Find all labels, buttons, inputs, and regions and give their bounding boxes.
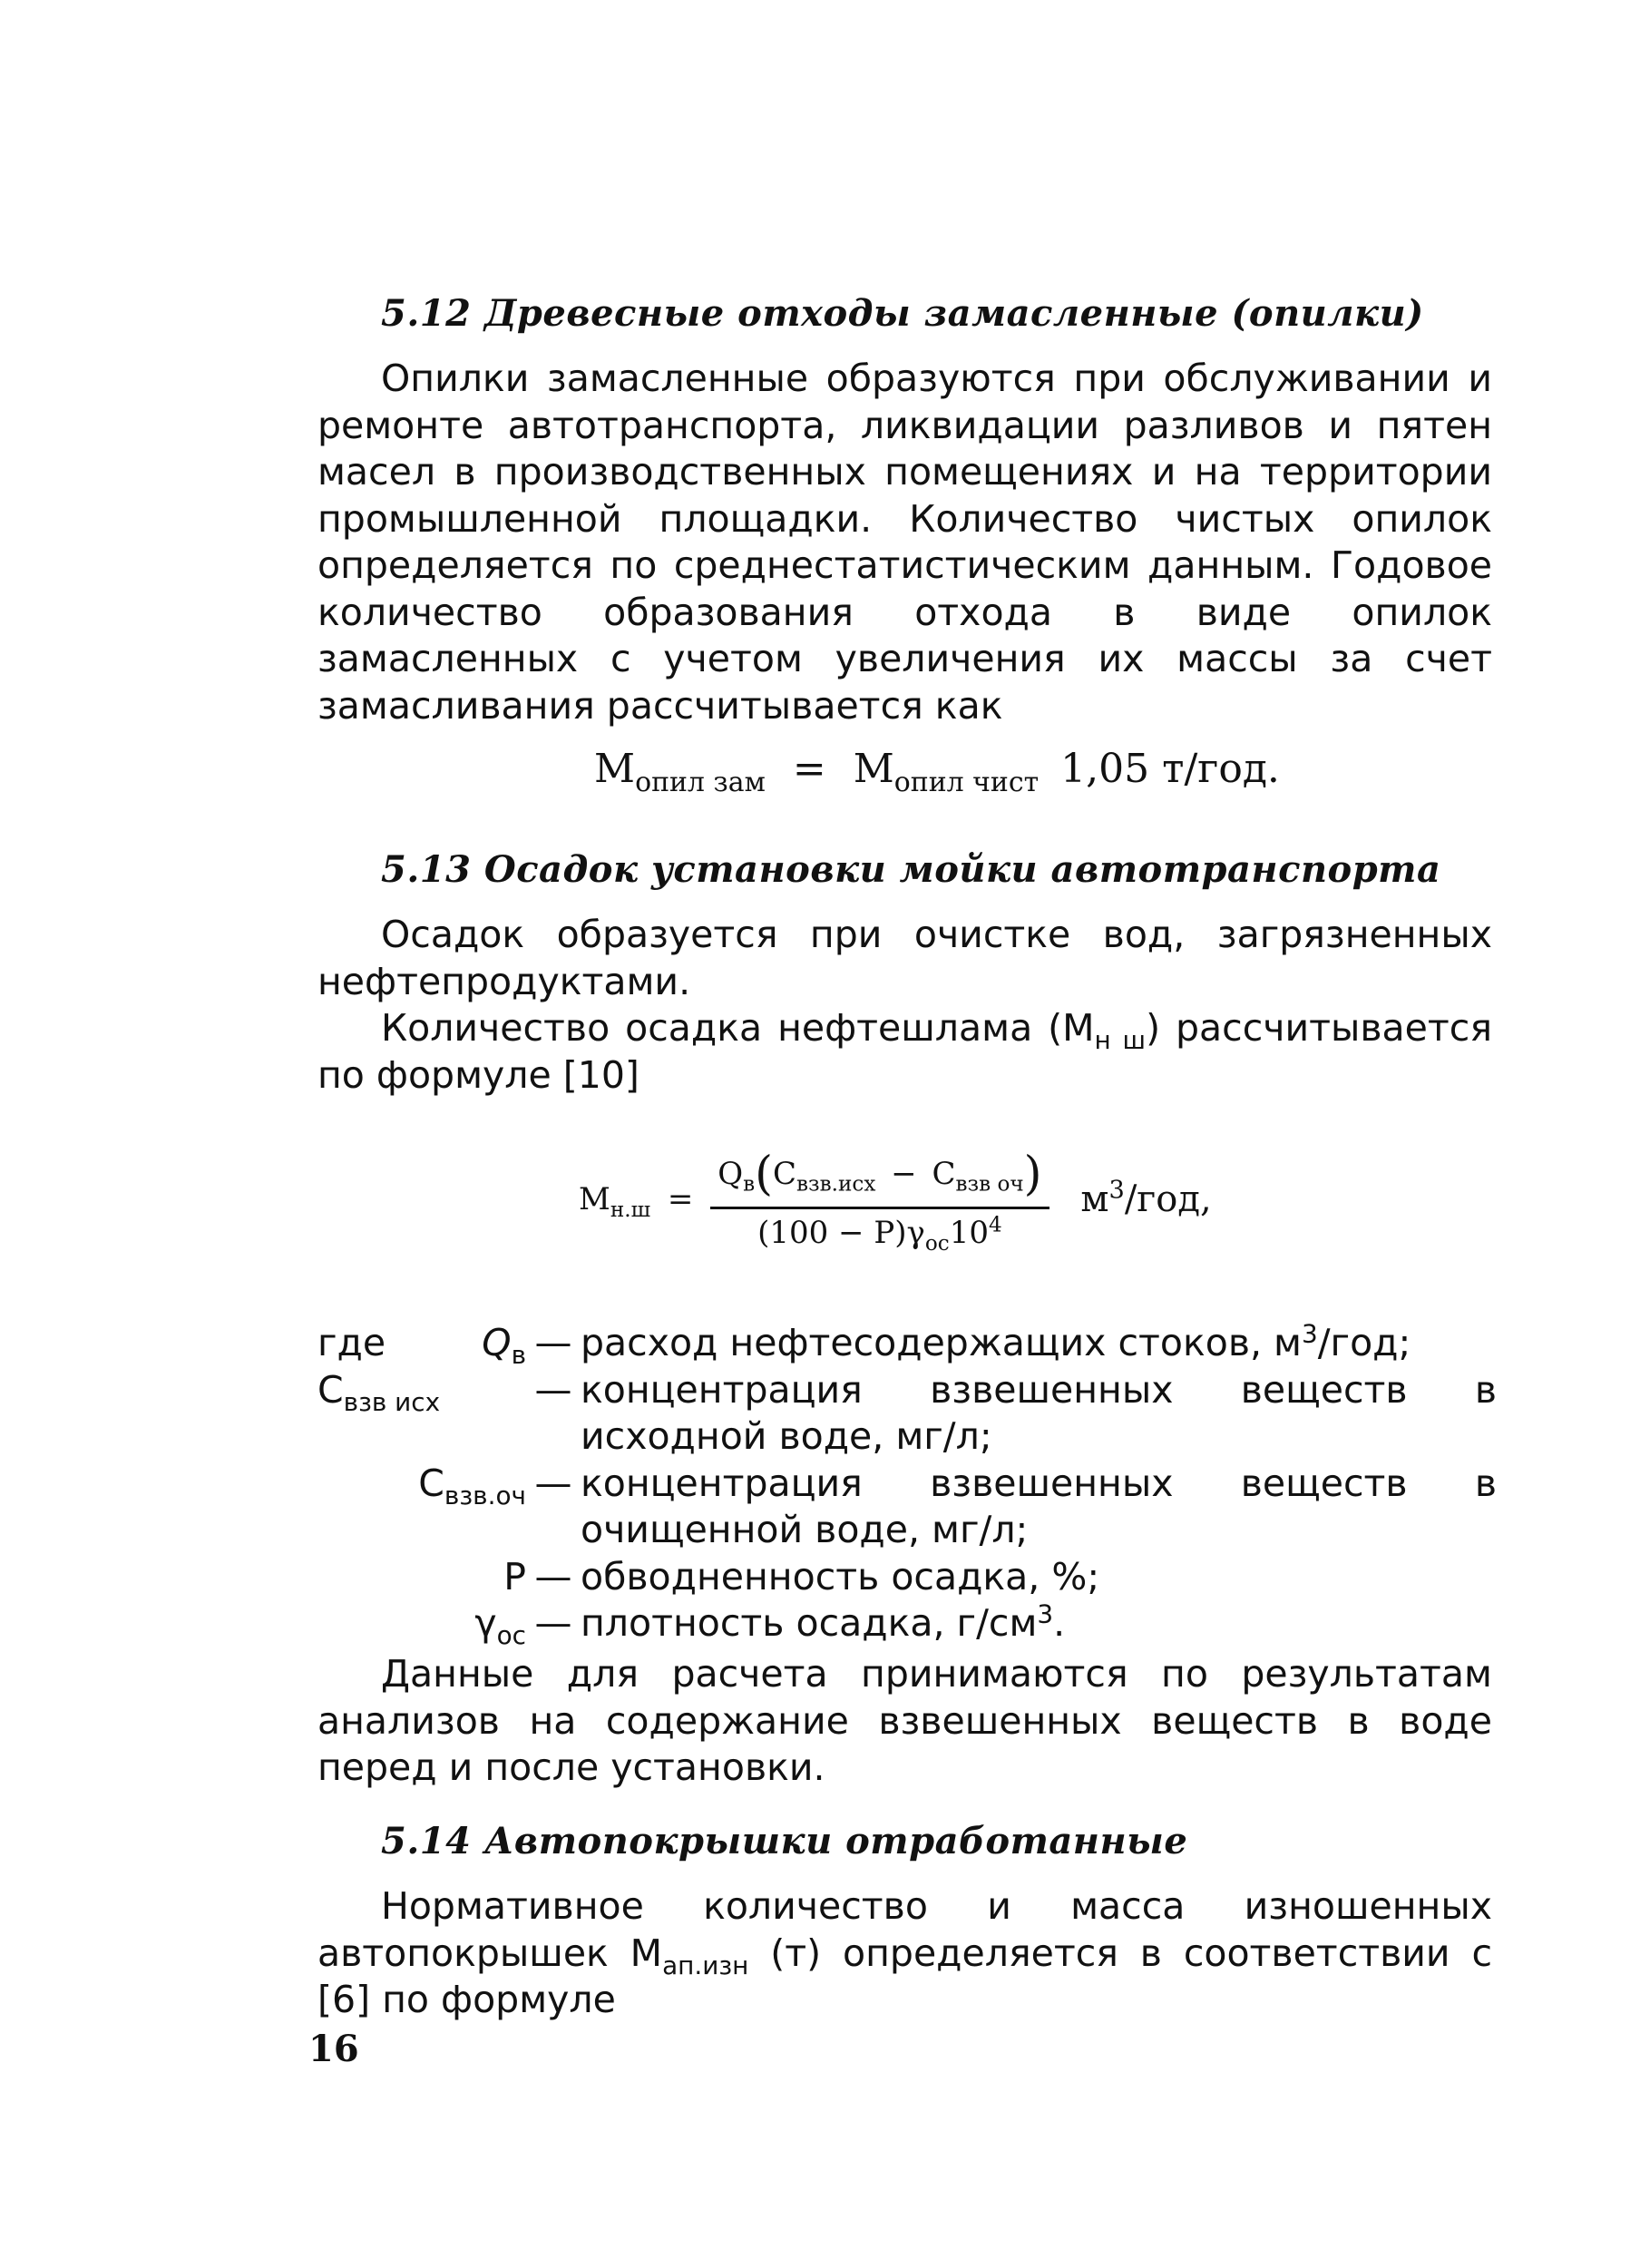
section-heading-5-12: 5.12 Древесные отходы замасленные (опилки) [381, 292, 1424, 335]
formula-nefteshlam [579, 1148, 1212, 1256]
formula-rhs: M [853, 746, 894, 792]
definition-row: $C_{взв.оч}$ — концентрация взвешенных веществ в очищенной воде, мг/л; [418, 1461, 1497, 1551]
section-5-13-text1: Осадок образуется при очистке вод, загрязненных нефтепродуктами. [317, 913, 1492, 1003]
definition-row: $C_{взв исх}$ — концентрация взвешенных веществ в исходной воде, мг/л; [317, 1367, 1497, 1458]
section-5-13-text2-pre: Количество осадка нефтешлама (M [381, 1006, 1095, 1050]
formula2-units: $м^3$/год, [1080, 1176, 1212, 1220]
section-5-12-body [317, 356, 1492, 729]
formula-eq: = [792, 746, 826, 792]
formula-lhs: M [594, 746, 636, 792]
section-5-13-body2 [317, 1005, 1492, 1099]
section-heading-5-14: 5.14 Автопокрышки отработанные [381, 1820, 1188, 1862]
formula2-eq: = [667, 1181, 694, 1217]
section-5-13-body1 [317, 912, 1492, 1005]
definition-row: где $Q_в$ — расход нефтесодержащих стоков, $м^3$/год; [317, 1318, 1411, 1371]
formula-factor-units: 1,05 т/год. [1060, 746, 1280, 792]
page-number: 16 [308, 2028, 359, 2070]
section-5-13-text3: Данные для расчета принимаются по результатам анализов на содержание взвешенных веществ в воде перед и после установки. [317, 1652, 1492, 1789]
formula2-numerator: $Q_в(C_{взв.исх} - C_{взв оч})$ [710, 1148, 1049, 1209]
formula-lhs-sub: опил зам [635, 766, 766, 798]
definition-row: P — обводненность осадка, %; [503, 1554, 1100, 1598]
definition-row: $\gamma_{ос}$ — плотность осадка, $г/см^3$. [474, 1598, 1066, 1651]
section-5-12-text: Опилки замасленные образуются при обслуживании и ремонте автотранспорта, ликвидации разливов и пятен масел в производственных помещениях и на территории промышленной площадки. Количество чистых опилок определяется по среднестатистическим данным. Годовое количество образования отхода в виде опилок замасленных с учетом увеличения их массы за счет замасливания рассчитывается как [317, 357, 1492, 728]
section-5-13-body3 [317, 1651, 1492, 1792]
section-5-14-body: Нормативное количество и масса изношенных автопокрышек $M_{ап.изн}$ (т) определяется в соответствии с [6] по формуле [317, 1884, 1492, 2021]
formula2-fraction [710, 1148, 1049, 1256]
formula-rhs-sub: опил чист [893, 766, 1040, 798]
section-heading-5-13: 5.13 Осадок установки мойки автотранспорта [381, 848, 1441, 891]
section-5-13-text2-post: ) рассчитывается по формуле [10] [317, 1006, 1492, 1097]
formula2-lhs: $M_{н.ш}$ [579, 1181, 651, 1222]
section-5-13-text2-sub: н ш [1094, 1025, 1147, 1056]
formula2-denominator: $(100 - P)\gamma_{ос}10^4$ [757, 1213, 1002, 1256]
formula-opil-zam [594, 746, 1280, 798]
definitions-list [317, 1318, 1497, 1651]
